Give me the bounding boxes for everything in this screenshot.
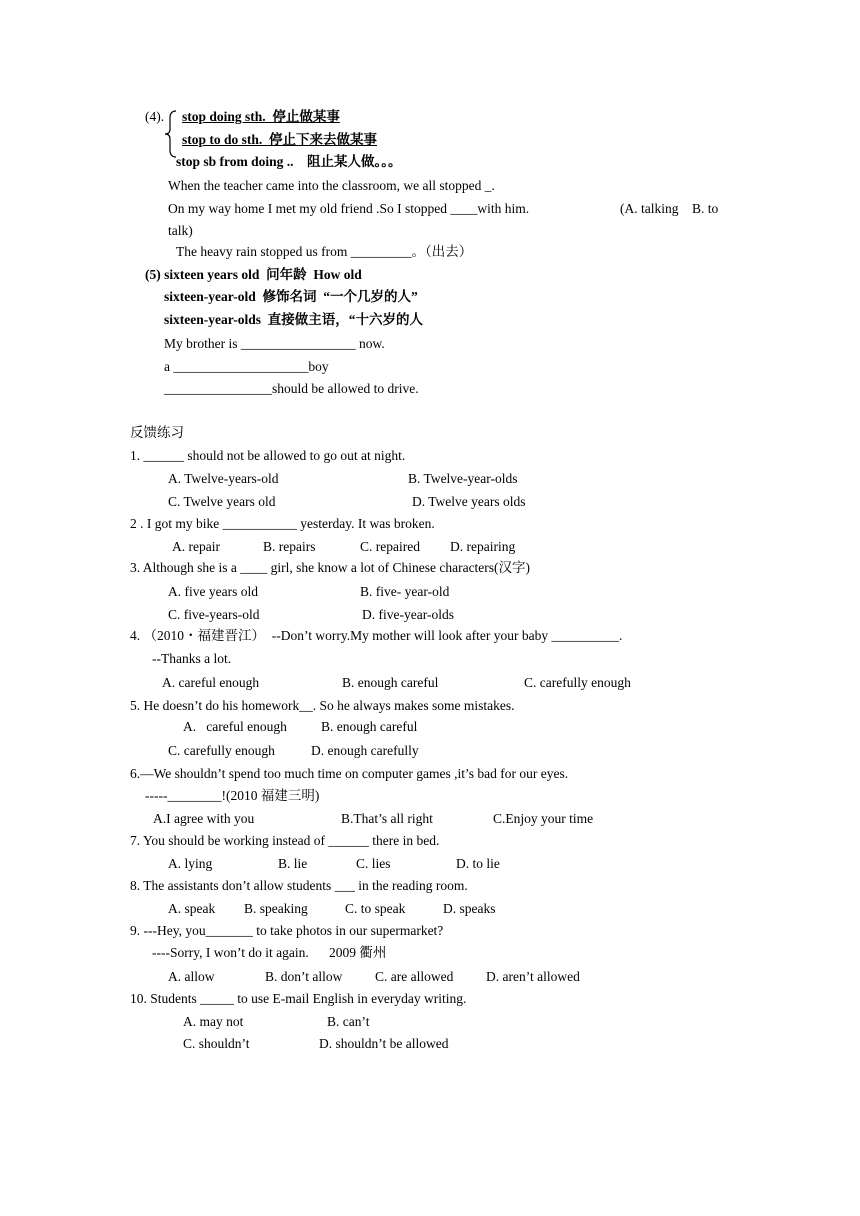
example-options: (A. talking B. to (620, 201, 719, 216)
question-8: 8. The assistants don’t allow students ___ in the reading room. (130, 878, 468, 893)
option: D. to lie (456, 856, 500, 871)
option: C. shouldn’t (183, 1036, 250, 1051)
option: D. Twelve years olds (412, 494, 526, 509)
brace-icon (164, 110, 178, 158)
question-1: 1. ______ should not be allowed to go out at night. (130, 448, 406, 463)
option: C. are allowed (375, 969, 454, 984)
option: A. may not (183, 1014, 244, 1029)
example-sentence: My brother is _________________ now. (164, 336, 385, 351)
section-4-number: (4). (145, 109, 165, 124)
option: D. speaks (443, 901, 496, 916)
option: A. five years old (168, 584, 258, 599)
section-5-line: sixteen-year-old 修饰名词 “一个几岁的人” (164, 289, 418, 304)
option: B.That’s all right (341, 811, 433, 826)
question-10: 10. Students _____ to use E-mail English in everyday writing. (130, 991, 467, 1006)
option: C. Twelve years old (168, 494, 276, 509)
option: C.Enjoy your time (493, 811, 594, 826)
option: A. careful enough (162, 675, 260, 690)
question-9: 9. ---Hey, you_______ to take photos in our supermarket? (130, 923, 444, 938)
example-sentence: a ____________________boy (164, 359, 329, 374)
question-5: 5. He doesn’t do his homework__. So he always makes some mistakes. (130, 698, 515, 713)
question-3: 3. Although she is a ____ girl, she know a lot of Chinese characters(汉字) (130, 560, 531, 575)
option: A. Twelve-years-old (168, 471, 279, 486)
option: A. speak (168, 901, 216, 916)
stop-to-do-line: stop to do sth. 停止下来去做某事 (182, 132, 378, 147)
stop-sb-from-line: stop sb from doing .. 阻止某人做。。。 (176, 154, 402, 169)
example-sentence: On my way home I met my old friend .So I stopped ____with him. (168, 201, 530, 216)
question-4: 4. （2010・福建晋江） --Don’t worry.My mother will look after your baby __________. (130, 628, 623, 643)
option: D. five-year-olds (362, 607, 454, 622)
option: B. repairs (263, 539, 316, 554)
option: A. repair (172, 539, 220, 554)
option: B. can’t (327, 1014, 370, 1029)
question-6: 6.—We shouldn’t spend too much time on computer games ,it’s bad for our eyes. (130, 766, 569, 781)
question-4-reply: --Thanks a lot. (152, 651, 232, 666)
option: A. lying (168, 856, 213, 871)
option: D. aren’t allowed (486, 969, 580, 984)
option: C. to speak (345, 901, 406, 916)
option: A. careful enough (183, 719, 287, 734)
question-7: 7. You should be working instead of ______ there in bed. (130, 833, 440, 848)
example-sentence: ________________should be allowed to drive. (164, 381, 419, 396)
exercises-heading: 反馈练习 (130, 425, 184, 440)
option: C. carefully enough (168, 743, 275, 758)
section-5-heading: (5) sixteen years old 问年龄 How old (145, 267, 362, 282)
question-2: 2 . I got my bike ___________ yesterday. It was broken. (130, 516, 435, 531)
option: C. five-years-old (168, 607, 260, 622)
option: D. repairing (450, 539, 516, 554)
option: C. repaired (360, 539, 420, 554)
option: B. enough careful (342, 675, 439, 690)
option: B. speaking (244, 901, 308, 916)
option: B. lie (278, 856, 308, 871)
option: C. lies (356, 856, 391, 871)
option: A. allow (168, 969, 215, 984)
option: C. carefully enough (524, 675, 631, 690)
option: B. enough careful (321, 719, 418, 734)
option: D. enough carefully (311, 743, 419, 758)
option: D. shouldn’t be allowed (319, 1036, 449, 1051)
stop-doing-line: stop doing sth. 停止做某事 (182, 109, 340, 124)
example-options-continued: talk) (168, 223, 193, 238)
example-sentence: The heavy rain stopped us from _________。（出去） (176, 244, 473, 259)
option: B. don’t allow (265, 969, 343, 984)
question-6-reply: -----________!(2010 福建三明) (145, 788, 320, 803)
section-5-line: sixteen-year-olds 直接做主语，“十六岁的人 (164, 312, 423, 327)
option: A.I agree with you (153, 811, 255, 826)
option: B. five- year-old (360, 584, 450, 599)
example-sentence: When the teacher came into the classroom, we all stopped _. (168, 178, 495, 193)
question-9-reply: ----Sorry, I won’t do it again. 2009 衢州 (152, 945, 387, 960)
option: B. Twelve-year-olds (408, 471, 518, 486)
